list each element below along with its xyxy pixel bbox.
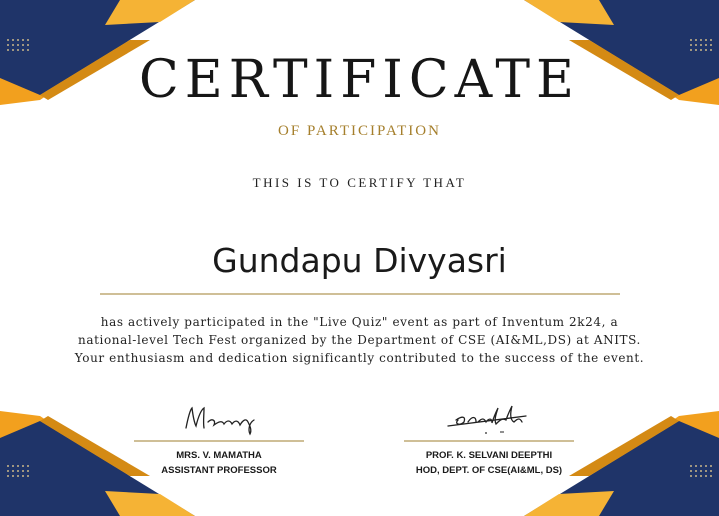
- signatory-name: PROF. K. SELVANI DEEPTHI: [425, 450, 553, 461]
- signature-image-mamatha: [164, 398, 274, 438]
- certificate-subtitle: OF PARTICIPATION: [278, 123, 441, 139]
- signature-line-right: [404, 440, 574, 442]
- signatory-role: ASSISTANT PROFESSOR: [161, 465, 277, 476]
- signature-block-right: [404, 398, 574, 476]
- signature-image-deepthi: [434, 398, 544, 438]
- signatory-role: HOD, DEPT. OF CSE(AI&ML, DS): [415, 465, 563, 476]
- signatory-name: MRS. V. MAMATHA: [176, 450, 262, 461]
- certificate-title: CERTIFICATE: [139, 50, 580, 110]
- recipient-name: Gundapu Divyasri: [212, 241, 507, 280]
- signature-line-left: [134, 440, 304, 442]
- certificate-body-text: has actively participated in the "Live Quiz" event as part of Inventum 2k24, a national-level Tech Fest organized by the Department of CSE (AI&ML,DS) at ANITS. Your enthusiasm and dedication significantly contributed to the success of the event.: [74, 315, 645, 365]
- certify-statement: THIS IS TO CERTIFY THAT: [252, 175, 467, 190]
- name-underline: [100, 293, 620, 295]
- signature-block-left: [134, 398, 304, 476]
